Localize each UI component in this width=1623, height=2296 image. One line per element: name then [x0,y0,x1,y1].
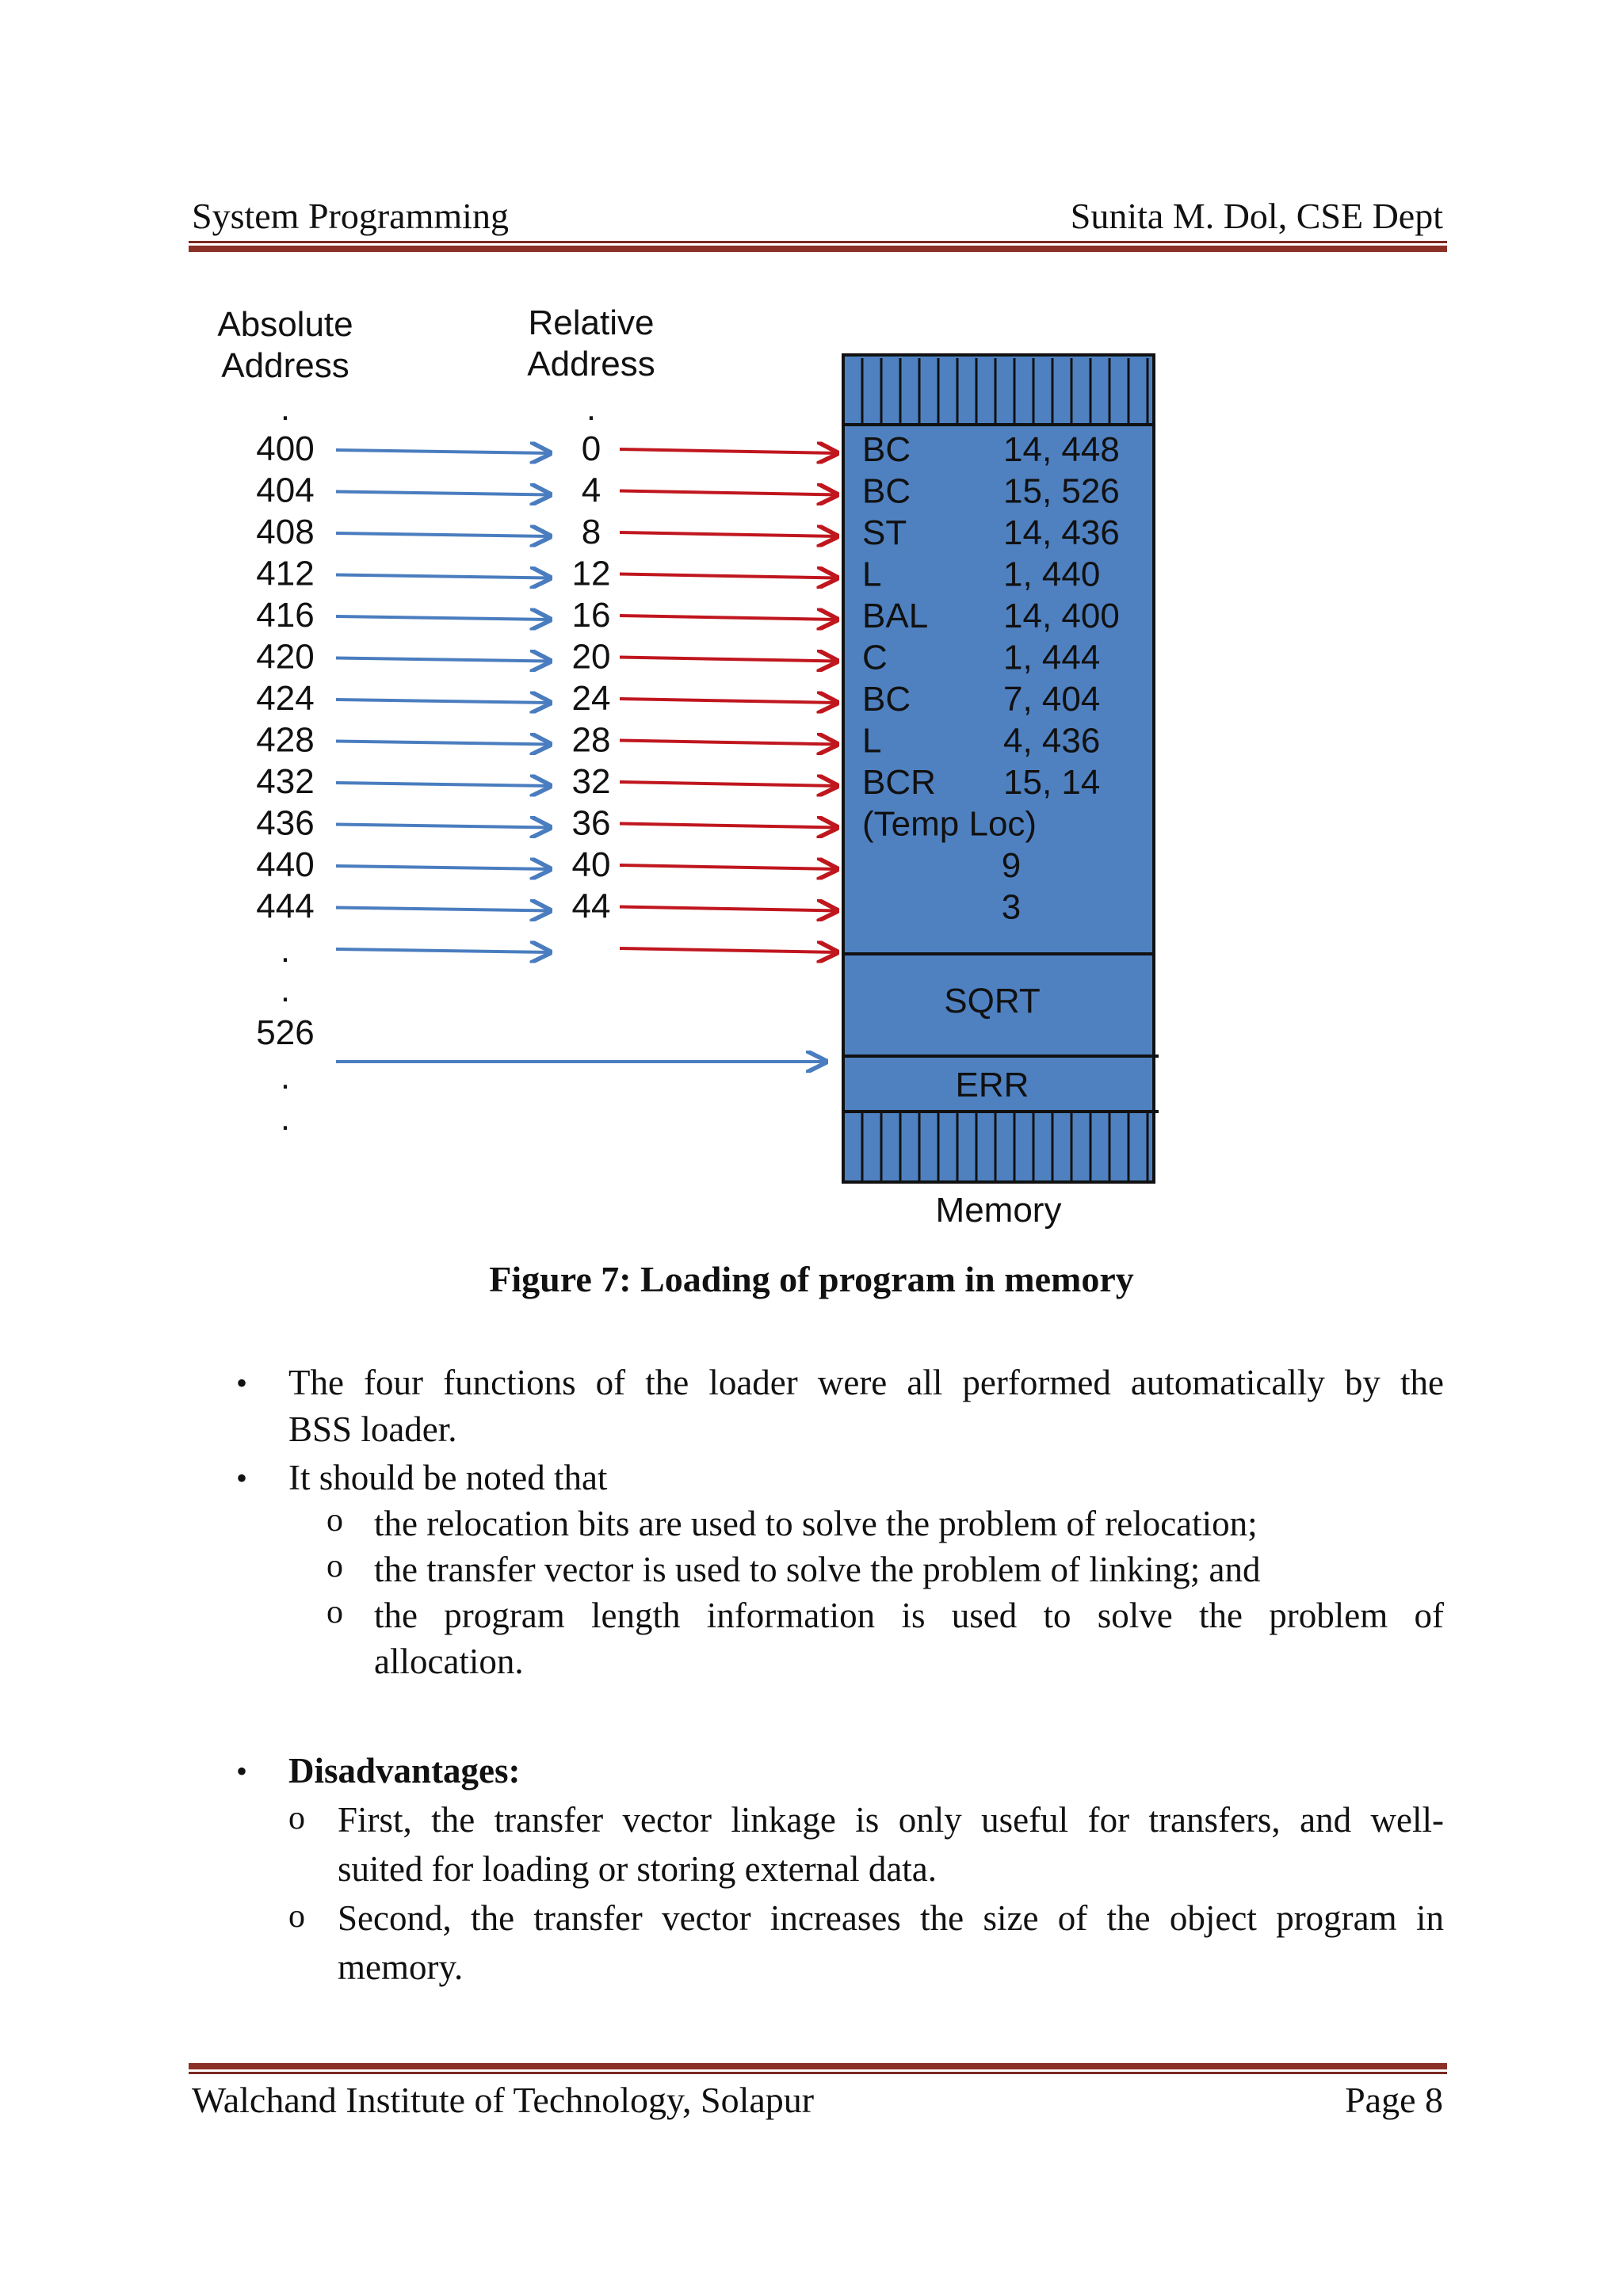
blue-arrow [336,616,550,620]
relative-address-16: 16 [571,596,611,635]
blue-arrow [336,658,550,662]
absolute-address-420: 420 [256,637,315,677]
absolute-address-526: 526 [256,1013,315,1052]
figure-caption: Figure 7: Loading of program in memory [489,1259,1134,1299]
absolute-address-400: 400 [256,429,315,468]
disadvantage-1-line-1: First, the transfer vector linkage is only useful for transfers, and well- [338,1800,1444,1840]
footer-page-number: Page 8 [1345,2080,1443,2120]
memory-operand: 14, 448 [1003,430,1120,469]
red-arrow [620,699,837,703]
absolute-dot: . [280,1058,291,1097]
relative-address-20: 20 [571,637,611,677]
absolute-address-416: 416 [256,596,315,635]
bullet-1-line-1: The four functions of the loader were all performed automatically by the [288,1363,1444,1402]
blue-arrow [336,450,550,453]
memory-operand: 4, 436 [1003,721,1101,761]
absolute-address-444: 444 [256,887,315,926]
memory-op: C [862,638,888,677]
red-arrow [620,782,837,786]
absolute-address-432: 432 [256,762,315,801]
red-arrow [620,741,837,745]
red-arrow [620,948,837,952]
absolute-address-title-1: Absolute [217,305,353,344]
sub-bullet-3-line-1: the program length information is used to solve the problem of [374,1596,1444,1635]
relative-address-title-1: Relative [528,303,655,342]
header-author: Sunita M. Dol, CSE Dept [1070,196,1443,236]
absolute-dot: . [280,971,291,1009]
relative-dot: . [586,389,597,428]
memory-label: Memory [935,1191,1062,1230]
relative-address-12: 12 [571,554,611,593]
absolute-address-408: 408 [256,513,315,551]
red-arrow [620,574,837,578]
sub-bullet-marker: o [327,1594,343,1630]
relative-address-28: 28 [571,720,611,760]
memory-op: BC [862,471,911,511]
absolute-dot: . [280,931,291,970]
absolute-dot: . [280,1099,291,1138]
blue-arrow [336,742,550,745]
relative-address-title-2: Address [527,345,655,383]
bullet-marker: • [236,1365,248,1401]
red-arrow [620,532,837,536]
red-arrow [620,824,837,828]
absolute-address-412: 412 [256,554,315,593]
absolute-address-428: 428 [256,720,315,760]
red-arrow [620,491,837,495]
memory-op: BAL [862,597,929,635]
blue-arrow [336,866,550,869]
memory-operand: 1, 444 [1003,638,1101,677]
relative-address-4: 4 [581,471,601,510]
memory-op: L [862,721,882,761]
blue-arrow [336,492,550,495]
bullet-marker: • [236,1753,248,1789]
footer-rule [189,2063,1447,2074]
blue-arrow [336,575,550,578]
blue-arrow [336,825,550,828]
blue-arrow [336,908,550,911]
memory-operand: 15, 14 [1003,763,1101,802]
absolute-address-column [256,389,314,1138]
absolute-dot: . [280,389,291,428]
err-segment-label: ERR [955,1066,1029,1104]
absolute-address-404: 404 [256,471,315,510]
disadvantage-2-line-1: Second, the transfer vector increases the size of the object program in [338,1898,1444,1938]
bullet-1-line-2: BSS loader. [288,1409,457,1449]
blue-arrow [336,949,550,952]
relative-address-24: 24 [571,679,611,718]
absolute-address-440: 440 [256,845,315,884]
bullet-2: It should be noted that [288,1458,608,1497]
disadvantages-heading: Disadvantages: [288,1751,521,1791]
absolute-address-436: 436 [256,803,315,843]
relative-address-44: 44 [571,887,611,926]
red-arrow [620,616,837,620]
relative-address-8: 8 [581,513,601,551]
memory-operand: 1, 440 [1003,555,1101,594]
absolute-address-title-2: Address [221,346,349,385]
sub-bullet-marker: o [327,1548,343,1585]
memory-op: BC [862,430,911,469]
relative-address-column [572,389,611,926]
sub-bullet-3-line-2: allocation. [374,1642,524,1681]
red-arrow [620,865,837,869]
red-arrow [620,658,837,662]
disadvantage-1-line-2: suited for loading or storing external data. [338,1849,938,1889]
disadvantage-2-line-2: memory. [338,1947,464,1987]
memory-operand: 15, 526 [1003,471,1120,511]
footer-institution: Walchand Institute of Technology, Solapur [192,2080,815,2120]
sqrt-segment-label: SQRT [944,982,1041,1020]
sub-bullet-marker: o [327,1502,343,1539]
relative-address-40: 40 [571,845,611,884]
memory-op: BCR [862,763,936,802]
sub-bullet-marker: o [288,1800,305,1836]
memory-operand: 7, 404 [1003,680,1101,719]
header-course-title: System Programming [192,196,509,236]
memory-constant: 9 [1001,846,1022,885]
memory-operand: 14, 436 [1003,513,1120,552]
absolute-address-424: 424 [256,679,315,718]
blue-arrow [336,533,550,536]
red-arrow [620,907,837,911]
relative-address-36: 36 [571,803,611,843]
red-arrow [620,449,837,453]
relative-address-0: 0 [581,429,601,468]
memory-op: BC [862,680,911,719]
relative-address-32: 32 [571,762,611,801]
sub-bullet-marker: o [288,1898,305,1935]
sub-bullet-2: the transfer vector is used to solve the problem of linking; and [374,1550,1261,1589]
blue-arrow [336,700,550,703]
memory-op: ST [862,513,907,552]
memory-operand: 14, 400 [1003,597,1120,635]
bullet-marker: • [236,1460,248,1496]
memory-temp-loc: (Temp Loc) [862,804,1037,844]
memory-op: L [862,555,882,594]
sub-bullet-1: the relocation bits are used to solve the problem of relocation; [374,1504,1258,1543]
memory-constant: 3 [1001,887,1022,927]
blue-arrow [336,783,550,786]
